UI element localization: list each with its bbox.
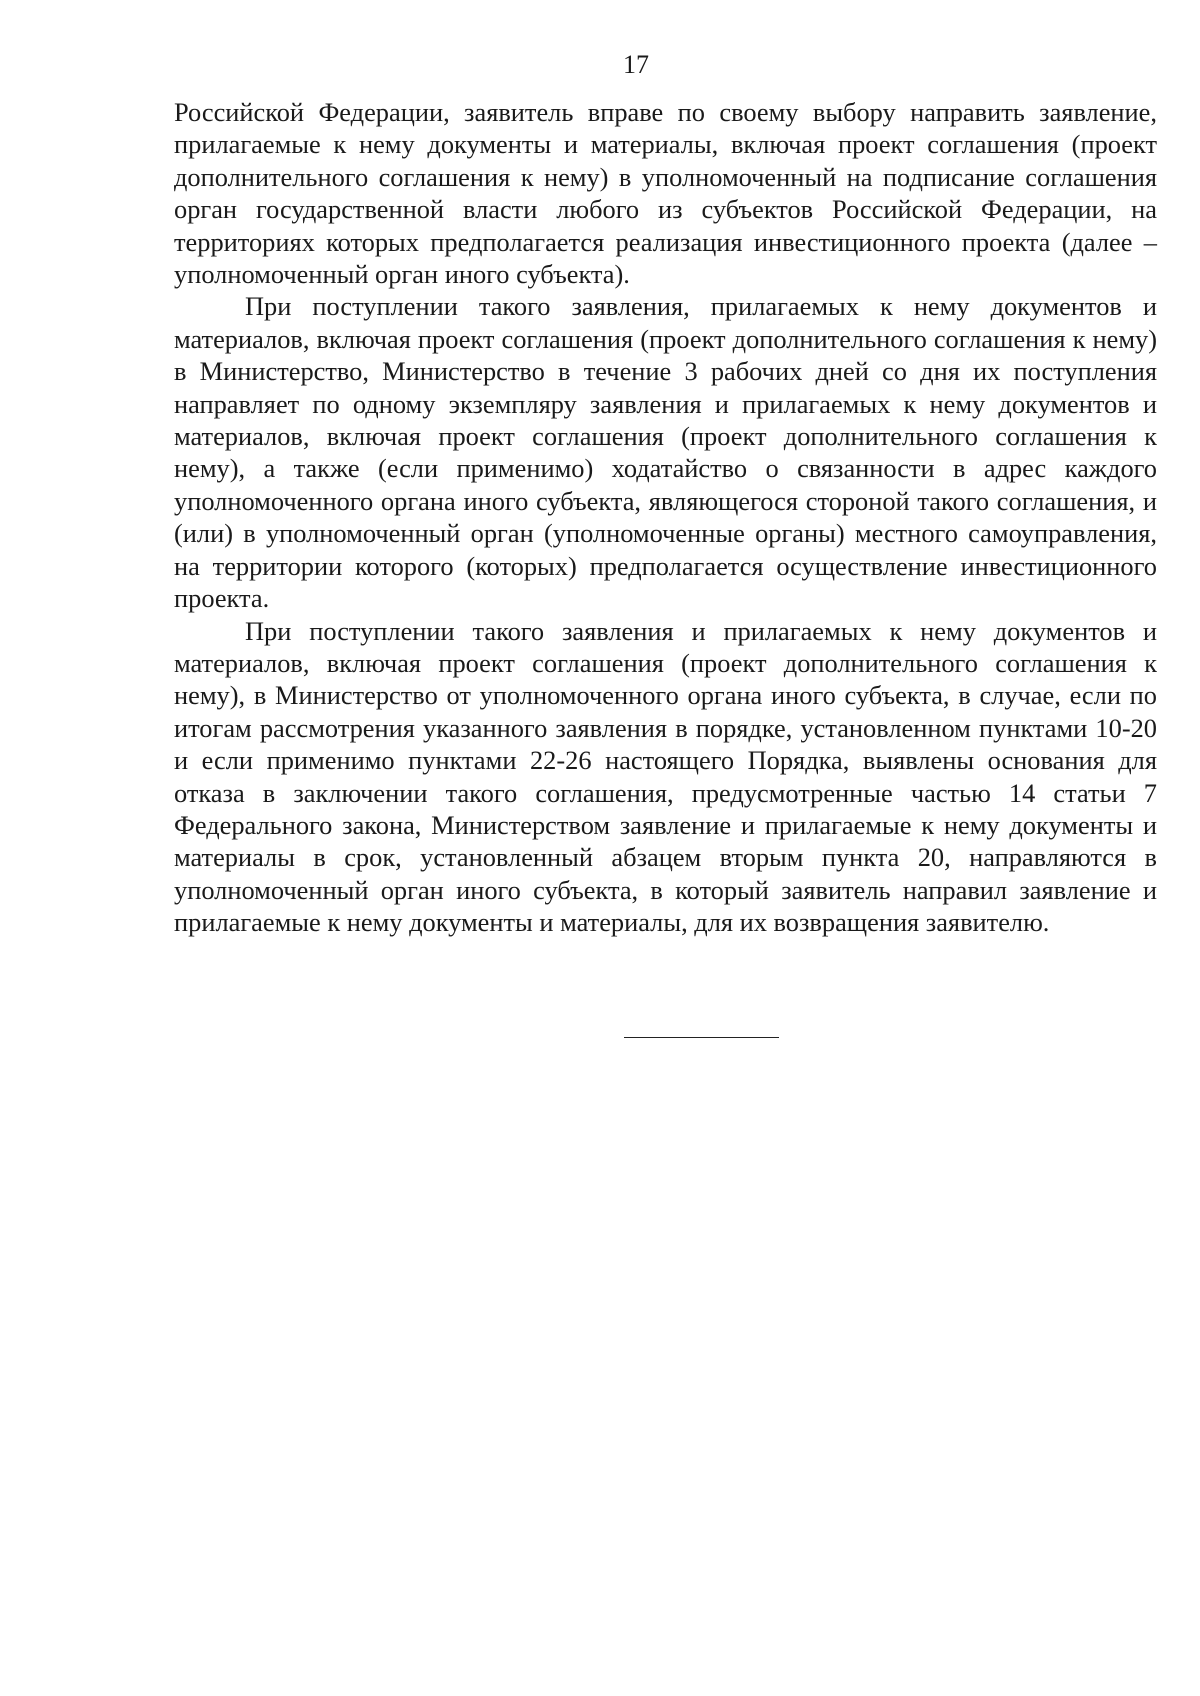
- paragraph-ministry-forwarding: При поступлении такого заявления, прилагаемых к нему документов и материалов, включая проект соглашения (проект дополнительного соглашения к нему) в Министерство, Министерство в течение 3 рабочих дней со дня их поступления направляет по одному экземпляру заявления и прилагаемых к нему документов и материалов, включая проект соглашения (проект дополнительного соглашения к нему), а также (если применимо) ходатайство о связанности в адрес каждого уполномоченного органа иного субъекта, являющегося стороной такого соглашения, и (или) в уполномоченный орган (уполномоченные органы) местного самоуправления, на территории которого (которых) предполагается осуществление инвестиционного проекта.: [174, 291, 1157, 614]
- end-separator-line: [624, 1037, 779, 1038]
- paragraph-refusal-return: При поступлении такого заявления и прилагаемых к нему документов и материалов, включая проект соглашения (проект дополнительного соглашения к нему), в Министерство от уполномоченного органа иного субъекта, в случае, если по итогам рассмотрения указанного заявления в порядке, установленном пунктами 10-20 и если применимо пунктами 22-26 настоящего Порядка, выявлены основания для отказа в заключении такого соглашения, предусмотренные частью 14 статьи 7 Федерального закона, Министерством заявление и прилагаемые к нему документы и материалы в срок, установленный абзацем вторым пункта 20, направляются в уполномоченный орган иного субъекта, в который заявитель направил заявление и прилагаемые к нему документы и материалы, для их возвращения заявителю.: [174, 615, 1157, 938]
- page-number: 17: [623, 50, 649, 79]
- document-body: [174, 96, 1157, 939]
- paragraph-continuation: Российской Федерации, заявитель вправе по своему выбору направить заявление, прилагаемые к нему документы и материалы, включая проект соглашения (проект дополнительного соглашения к нему) в уполномоченный на подписание соглашения орган государственной власти любого из субъектов Российской Федерации, на территориях которых предполагается реализация инвестиционного проекта (далее – уполномоченный орган иного субъекта).: [174, 97, 1157, 290]
